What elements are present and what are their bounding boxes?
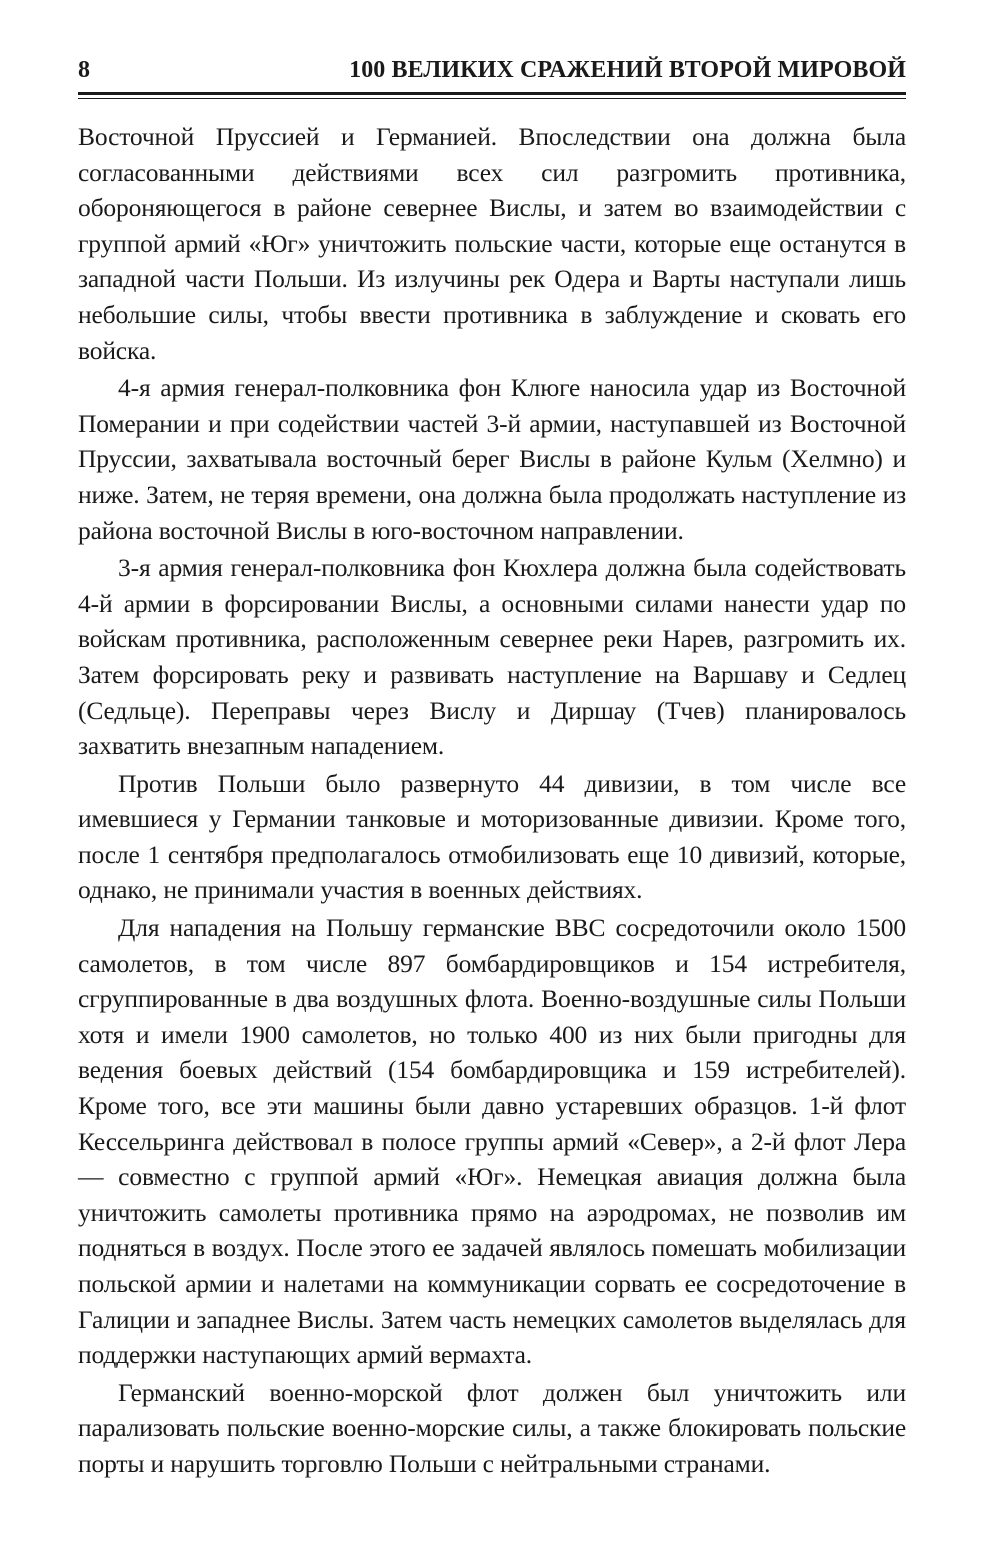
page-number: 8: [78, 57, 90, 83]
paragraph-navy: Германский военно-морской флот должен был уничтожить или парализовать польские военно-морские силы, а также блокировать польские порты и нарушить торговлю Польши с нейтральными странами.: [78, 1377, 906, 1478]
paragraph-air-force: Для нападения на Польшу германские ВВС сосредоточили около 1500 самолетов, в том числе 897 бомбардировщиков и 154 истребителя, сгруппированные в два воздушных флота. Военно-воздушные силы Польши хотя и имели 1900 самолетов, но только 400 из них были пригодны для ведения боевых действий (154 бомбардировщика и 159 истребителей). Кроме того, все эти машины были давно устаревших образцов. 1-й флот Кессельринга действовал в полосе группы армий «Север», а 2-й флот Лера — совместно с группой армий «Юг». Немецкая авиация должна была уничтожить самолеты противника прямо на аэродромах, не позволив им подняться в воздух. После этого ее задачей являлось помешать мобилизации польской армии и налетами на коммуникации сорвать ее сосредоточение в Галиции и западнее Вислы. Затем часть немецких самолетов выделялась для поддержки наступающих армий вермахта.: [78, 913, 906, 1370]
paragraph-continuation: Восточной Пруссией и Германией. Впоследствии она должна была согласованными действиями всех сил разгромить противника, обороняющегося в районе севернее Вислы, и затем во взаимодействии с группой армий «Юг» уничтожить польские части, которые еще останутся в западной части Польши. Из излучины рек Одера и Варты наступали лишь небольшие силы, чтобы ввести противника в заблуждение и сковать его войска.: [78, 122, 906, 365]
header-rule-thick: [78, 92, 906, 95]
book-page: [78, 52, 906, 1482]
running-header: [78, 52, 906, 88]
body-text: [78, 119, 906, 1482]
paragraph-3rd-army: 3-я армия генерал-полковника фон Кюхлера должна была содействовать 4-й армии в форсировании Вислы, а основными силами нанести удар по войскам противника, расположенным севернее реки Нарев, разгромить их. Затем форсировать реку и развивать наступление на Варшаву и Седлец (Седльце). Переправы через Вислу и Диршау (Тчев) планировалось захватить внезапным нападением.: [78, 553, 906, 761]
paragraph-4th-army: 4-я армия генерал-полковника фон Клюге наносила удар из Восточной Померании и при содействии частей 3-й армии, наступавшей из Восточной Пруссии, захватывала восточный берег Вислы в районе Кульм (Хелмно) и ниже. Затем, не теряя времени, она должна была продолжать наступление из района восточной Вислы в юго-восточном направлении.: [78, 373, 906, 545]
header-rule-thin: [78, 98, 906, 99]
paragraph-divisions: Против Польши было развернуто 44 дивизии, в том числе все имевшиеся у Германии танковые и моторизованные дивизии. Кроме того, после 1 сентября предполагалось отмобилизовать еще 10 дивизий, которые, однако, не принимали участия в военных действиях.: [78, 768, 906, 905]
book-title: 100 ВЕЛИКИХ СРАЖЕНИЙ ВТОРОЙ МИРОВОЙ: [349, 57, 906, 83]
